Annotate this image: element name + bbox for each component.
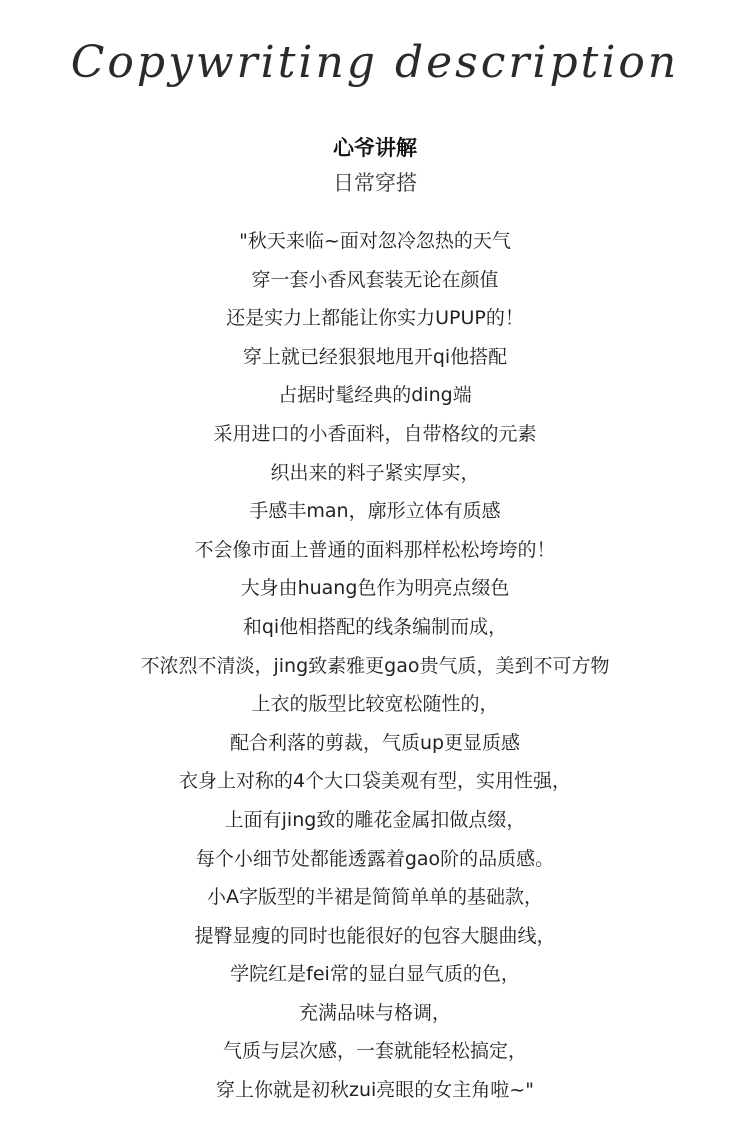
description-line: 穿一套小香风套装无论在颜值 [251,268,499,291]
description-line: 学院红是fei常的显白显气质的色， [230,963,520,986]
description-line: 充满品味与格调， [298,1001,451,1024]
section-title: 心爷讲解 [333,136,417,160]
description-line: 大身由huang色作为明亮点缀色 [240,577,510,600]
description-line: 占据时髦经典的ding端 [278,384,472,407]
description-line: 手感丰man，廓形立体有质感 [249,500,501,523]
description-line: 还是实力上都能让你实力UPUP的！ [226,307,524,330]
description-line: 衣身上对称的4个大口袋美观有型，实用性强， [178,770,572,793]
description-line: 气质与层次感，一套就能轻松搞定， [222,1040,527,1063]
description-line: 采用进口的小香面料，自带格纹的元素 [213,422,537,445]
description-line: 穿上你就是初秋zui亮眼的女主角啦~" [216,1079,534,1102]
section-subtitle: 日常穿搭 [333,171,417,195]
description-line: 织出来的料子紧实厚实， [270,461,480,484]
description-line: 配合利落的剪裁，气质up更显质感 [229,731,521,754]
script-title: Copywriting description [70,37,680,88]
description-line: 和qi他相搭配的线条编制而成， [242,615,508,638]
description-line: 不浓烈不清淡，jing致素雅更gao贵气质，美到不可方物 [140,654,610,677]
description-line: 穿上就已经狠狠地甩开qi他搭配 [242,345,508,368]
description-line: 小A字版型的半裙是简简单单的基础款， [207,886,543,909]
description-line: 每个小细节处都能透露着gao阶的品质感。 [195,847,555,870]
description-line: 提臀显瘦的同时也能很好的包容大腿曲线， [194,924,556,947]
description-line: 上衣的版型比较宽松随性的， [251,693,499,716]
description-text [0,222,750,1110]
description-line: 上面有jing致的雕花金属扣做点缀， [224,808,526,831]
description-line: "秋天来临~面对忽冷忽热的天气 [239,230,511,252]
description-line: 不会像市面上普通的面料那样松松垮垮的！ [194,538,556,561]
